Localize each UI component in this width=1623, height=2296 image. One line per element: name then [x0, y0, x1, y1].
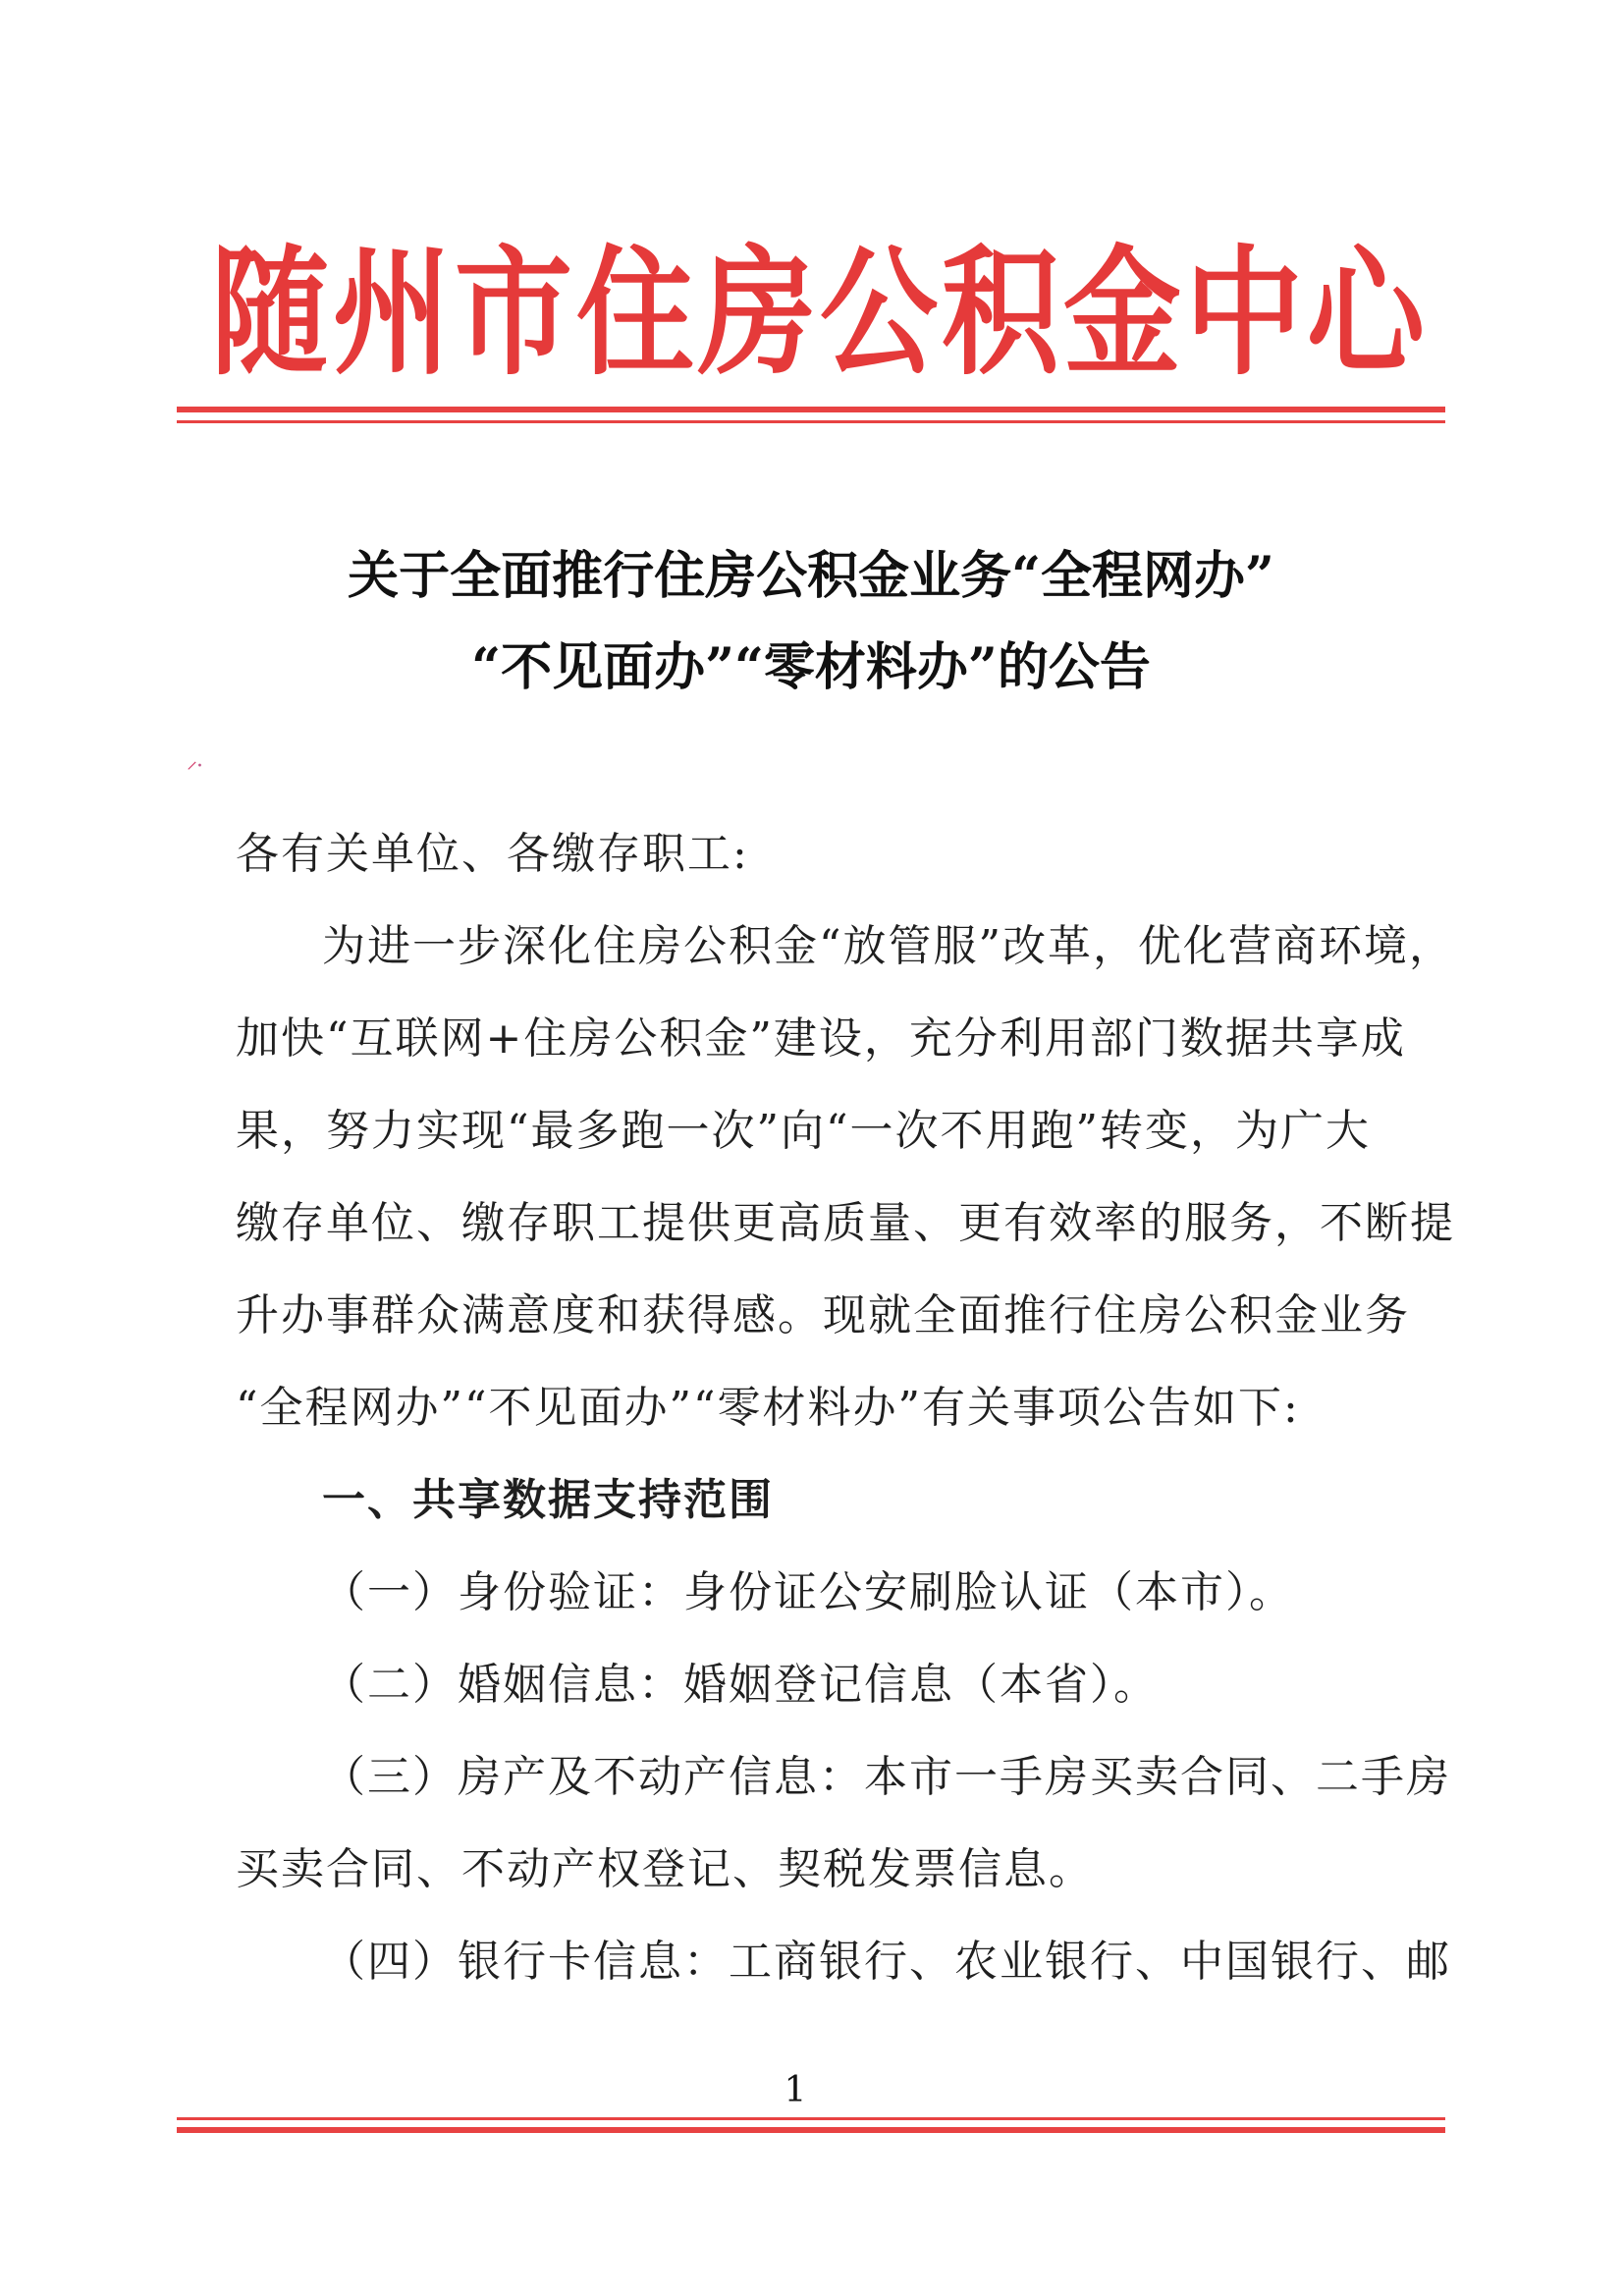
list-item-continuation: 买卖合同、不动产权登记、契税发票信息。: [236, 1844, 1094, 1894]
scan-speck: ·: [196, 754, 203, 779]
paragraph-line: “全程网办”“不见面办”“零材料办”有关事项公告如下:: [236, 1383, 1300, 1433]
paragraph-line: 果，努力实现“最多跑一次”向“一次不用跑”转变，为广大: [236, 1106, 1371, 1156]
scan-speck: ⸝: [187, 749, 198, 774]
footer-rule-thick: [177, 2127, 1445, 2133]
salutation: 各有关单位、各缴存职工:: [236, 829, 749, 879]
paragraph-line: 缴存单位、缴存职工提供更高质量、更有效率的服务，不断提: [236, 1198, 1455, 1248]
paragraph-line: 升办事群众满意度和获得感。现就全面推行住房公积金业务: [236, 1290, 1410, 1340]
document-title-line-2: “不见面办”“零材料办”的公告: [471, 637, 1151, 697]
letterhead-rule-thin: [177, 420, 1445, 423]
list-item: （一）身份验证：身份证公安刷脸认证（本市）。: [322, 1567, 1294, 1617]
document-title-line-1: 关于全面推行住房公积金业务“全程网办”: [348, 546, 1274, 606]
letterhead-organization-name: 随州市住房公积金中心: [211, 233, 1429, 395]
paragraph-line: 为进一步深化住房公积金“放管服”改革，优化营商环境，: [322, 921, 1454, 971]
list-item: （二）婚姻信息：婚姻登记信息（本省）。: [322, 1660, 1159, 1710]
list-item: （三）房产及不动产信息：本市一手房买卖合同、二手房: [322, 1752, 1451, 1802]
section-heading: 一、共享数据支持范围: [322, 1475, 774, 1525]
paragraph-line: 加快“互联网+住房公积金”建设，充分利用部门数据共享成: [236, 1013, 1406, 1064]
list-item: （四）银行卡信息：工商银行、农业银行、中国银行、邮: [322, 1937, 1451, 1987]
letterhead-rule-thick: [177, 407, 1445, 412]
footer-rule-thin: [177, 2117, 1445, 2120]
page-number: 1: [784, 2070, 807, 2110]
